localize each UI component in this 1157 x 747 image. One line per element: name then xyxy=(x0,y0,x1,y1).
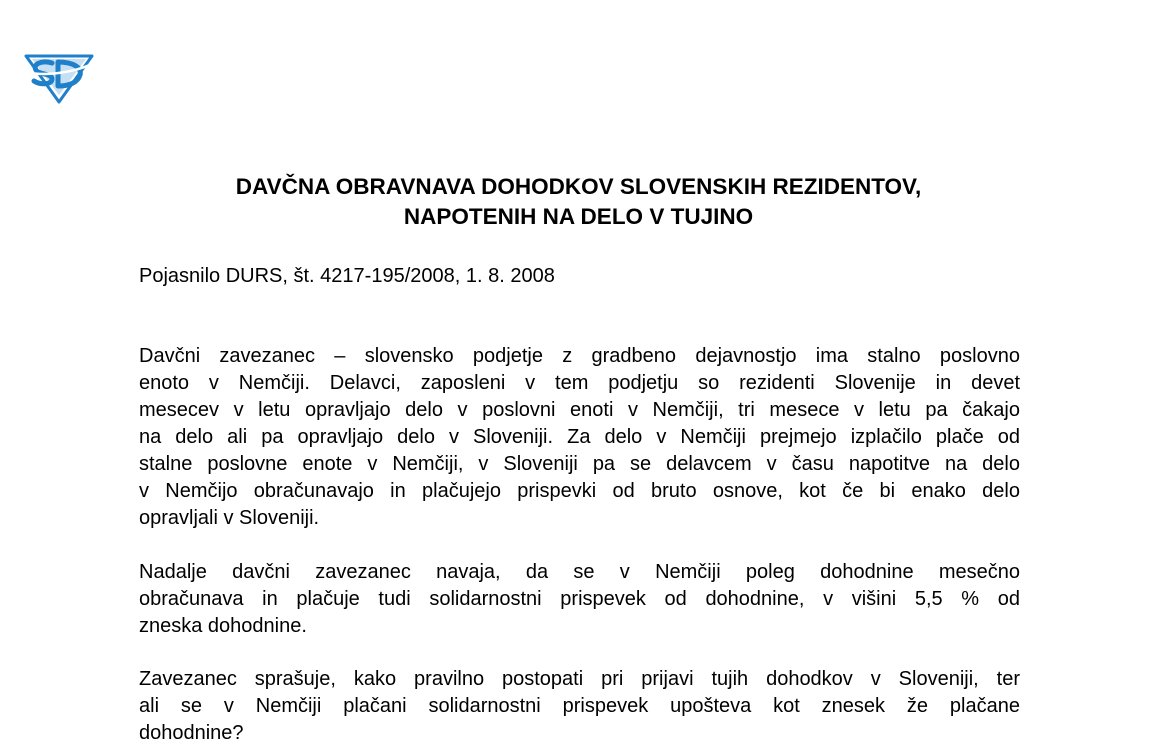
paragraph-line: dohodnine? xyxy=(139,722,244,744)
paragraph-line: mesecev v letu opravljajo delo v poslovni enoti v Nemčiji, tri mesece v letu pa čakajo xyxy=(139,399,1020,421)
paragraph-line: obračunava in plačuje tudi solidarnostni prispevek od dohodnine, v višini 5,5 % od xyxy=(139,588,1020,610)
sd-logo-icon xyxy=(22,50,96,104)
reference-line: Pojasnilo DURS, št. 4217-195/2008, 1. 8. 2008 xyxy=(139,265,555,287)
paragraph-line: enoto v Nemčiji. Delavci, zaposleni v tem podjetju so rezidenti Slovenije in devet xyxy=(139,372,1020,394)
paragraph-2 xyxy=(139,559,1020,640)
paragraph-line: Davčni zavezanec – slovensko podjetje z gradbeno dejavnostjo ima stalno poslovno xyxy=(139,345,1020,367)
paragraph-line: stalne poslovne enote v Nemčiji, v Sloveniji pa se delavcem v času napotitve na delo xyxy=(139,453,1020,475)
title-line-1: DAVČNA OBRAVNAVA DOHODKOV SLOVENSKIH REZIDENTOV, xyxy=(235,174,922,199)
paragraph-line: na delo ali pa opravljajo delo v Sloveniji. Za delo v Nemčiji prejmejo izplačilo plače od xyxy=(139,426,1020,448)
document-title xyxy=(0,172,1157,232)
paragraph-line: v Nemčijo obračunavajo in plačujejo prispevki od bruto osnove, kot če bi enako delo xyxy=(139,480,1020,502)
paragraph-3 xyxy=(139,666,1020,747)
paragraph-line: Nadalje davčni zavezanec navaja, da se v Nemčiji poleg dohodnine mesečno xyxy=(139,561,1020,583)
paragraph-line: opravljali v Sloveniji. xyxy=(139,507,320,529)
title-line-2: NAPOTENIH NA DELO V TUJINO xyxy=(403,204,754,229)
paragraph-1 xyxy=(139,343,1020,532)
company-logo xyxy=(22,50,96,104)
paragraph-line: Zavezanec sprašuje, kako pravilno postopati pri prijavi tujih dohodkov v Sloveniji, ter xyxy=(139,668,1020,690)
paragraph-line: zneska dohodnine. xyxy=(139,615,307,637)
paragraph-line: ali se v Nemčiji plačani solidarnostni prispevek upošteva kot znesek že plačane xyxy=(139,695,1020,717)
